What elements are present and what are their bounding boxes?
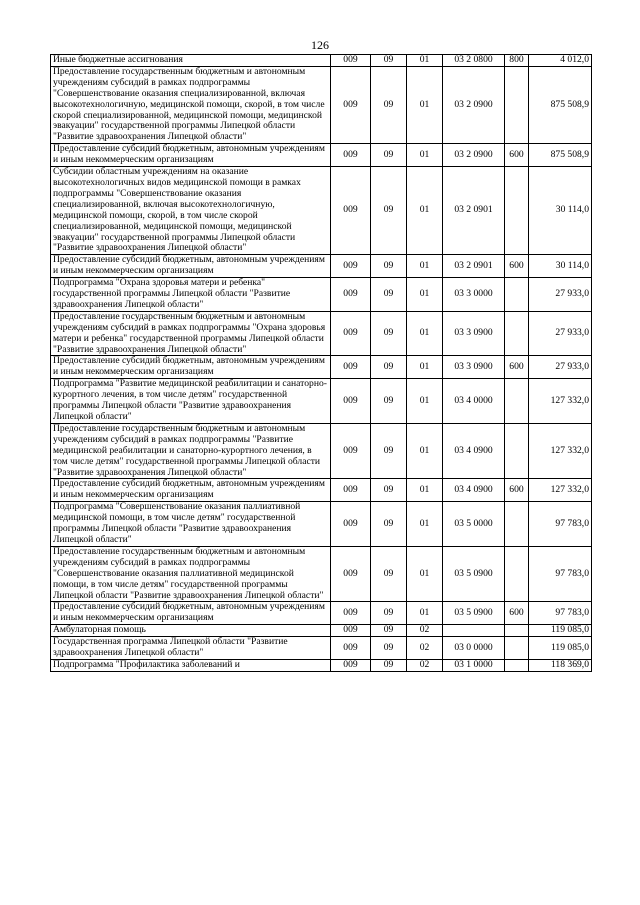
cell-expense-type: 600 (505, 255, 529, 278)
table-row (51, 55, 592, 67)
cell-subsection-code: 01 (407, 546, 443, 602)
cell-section-code: 09 (371, 625, 407, 637)
cell-expense-type: 600 (505, 144, 529, 167)
cell-section-code: 09 (371, 144, 407, 167)
cell-name: Предоставление субсидий бюджетным, автономным учреждениям и иным некоммерческим организациям (51, 479, 331, 502)
cell-subsection-code: 02 (407, 659, 443, 671)
table-row (51, 278, 592, 312)
cell-amount: 97 783,0 (529, 602, 592, 625)
table-row (51, 423, 592, 479)
cell-name: Предоставление субсидий бюджетным, автономным учреждениям и иным некоммерческим организациям (51, 356, 331, 379)
cell-ministry-code: 009 (331, 278, 371, 312)
cell-amount: 97 783,0 (529, 502, 592, 547)
cell-target-article: 03 3 0000 (443, 278, 505, 312)
cell-subsection-code: 01 (407, 379, 443, 424)
cell-section-code: 09 (371, 278, 407, 312)
cell-amount: 875 508,9 (529, 144, 592, 167)
table-row (51, 356, 592, 379)
cell-name: Предоставление государственным бюджетным и автономным учреждениям субсидий в рамках подпрограммы "Охрана здоровья матери и ребенка" государственной программы Липецкой области "Развитие здравоохранения Липецкой области" (51, 311, 331, 356)
cell-subsection-code: 01 (407, 311, 443, 356)
cell-name: Предоставление субсидий бюджетным, автономным учреждениям и иным некоммерческим организациям (51, 602, 331, 625)
cell-expense-type (505, 625, 529, 637)
cell-amount: 127 332,0 (529, 379, 592, 424)
cell-name: Предоставление государственным бюджетным и автономным учреждениям субсидий в рамках подпрограммы "Совершенствование оказания специализированной, включая высокотехнологичную, медицинской помощи, скорой, в том числе скорой специализированной, медицинской помощи, медицинской эвакуации" государственной программы Липецкой области "Развитие здравоохранения Липецкой области" (51, 66, 331, 143)
cell-subsection-code: 01 (407, 602, 443, 625)
cell-ministry-code: 009 (331, 637, 371, 660)
cell-ministry-code: 009 (331, 311, 371, 356)
table-row (51, 479, 592, 502)
cell-ministry-code: 009 (331, 659, 371, 671)
cell-expense-type (505, 278, 529, 312)
cell-target-article: 03 5 0900 (443, 546, 505, 602)
cell-name: Амбулаторная помощь (51, 625, 331, 637)
cell-name: Субсидии областным учреждениям на оказание высокотехнологичных видов медицинской помощи в рамках подпрограммы "Совершенствование оказания специализированной, включая высокотехнологичную, медицинской помощи, скорой, в том числе скорой специализированной, медицинской помощи, медицинской эвакуации" государственной программы Липецкой области "Развитие здравоохранения Липецкой области" (51, 167, 331, 255)
cell-ministry-code: 009 (331, 546, 371, 602)
cell-section-code: 09 (371, 546, 407, 602)
cell-name: Предоставление государственным бюджетным и автономным учреждениям субсидий в рамках подпрограммы "Развитие медицинской реабилитации и санаторно-курортного лечения, в том числе детям" государственной программы Липецкой области "Развитие здравоохранения Липецкой области" (51, 423, 331, 479)
cell-expense-type (505, 66, 529, 143)
table-row (51, 546, 592, 602)
cell-name: Государственная программа Липецкой области "Развитие здравоохранения Липецкой области" (51, 637, 331, 660)
cell-section-code: 09 (371, 479, 407, 502)
cell-target-article: 03 2 0901 (443, 255, 505, 278)
cell-subsection-code: 02 (407, 625, 443, 637)
cell-name: Предоставление субсидий бюджетным, автономным учреждениям и иным некоммерческим организациям (51, 255, 331, 278)
cell-target-article: 03 2 0800 (443, 55, 505, 67)
cell-amount: 119 085,0 (529, 625, 592, 637)
cell-ministry-code: 009 (331, 144, 371, 167)
cell-name: Подпрограмма "Совершенствование оказания паллиативной медицинской помощи, в том числе детям" государственной программы Липецкой области "Развитие здравоохранения Липецкой области" (51, 502, 331, 547)
cell-target-article: 03 0 0000 (443, 637, 505, 660)
cell-expense-type (505, 423, 529, 479)
cell-target-article: 03 1 0000 (443, 659, 505, 671)
cell-name: Иные бюджетные ассигнования (51, 55, 331, 67)
cell-target-article: 03 4 0900 (443, 479, 505, 502)
cell-subsection-code: 01 (407, 255, 443, 278)
cell-section-code: 09 (371, 255, 407, 278)
cell-target-article: 03 4 0900 (443, 423, 505, 479)
cell-target-article: 03 2 0900 (443, 66, 505, 143)
cell-target-article: 03 5 0900 (443, 602, 505, 625)
cell-target-article: 03 5 0000 (443, 502, 505, 547)
cell-ministry-code: 009 (331, 55, 371, 67)
cell-amount: 127 332,0 (529, 423, 592, 479)
cell-target-article: 03 3 0900 (443, 311, 505, 356)
cell-section-code: 09 (371, 55, 407, 67)
cell-section-code: 09 (371, 659, 407, 671)
cell-amount: 27 933,0 (529, 311, 592, 356)
table-row (51, 144, 592, 167)
cell-amount: 27 933,0 (529, 356, 592, 379)
table-row (51, 66, 592, 143)
cell-subsection-code: 01 (407, 144, 443, 167)
cell-section-code: 09 (371, 602, 407, 625)
cell-ministry-code: 009 (331, 379, 371, 424)
cell-name: Подпрограмма "Развитие медицинской реабилитации и санаторно-курортного лечения, в том числе детям" государственной программы Липецкой области "Развитие здравоохранения Липецкой области" (51, 379, 331, 424)
cell-name: Подпрограмма "Охрана здоровья матери и ребенка" государственной программы Липецкой области "Развитие здравоохранения Липецкой области" (51, 278, 331, 312)
cell-amount: 30 114,0 (529, 255, 592, 278)
cell-name: Предоставление государственным бюджетным и автономным учреждениям субсидий в рамках подпрограммы "Совершенствование оказания паллиативной медицинской помощи, в том числе детям" государственной программы Липецкой области "Развитие здравоохранения Липецкой области" (51, 546, 331, 602)
table-row (51, 255, 592, 278)
cell-target-article: 03 4 0000 (443, 379, 505, 424)
cell-ministry-code: 009 (331, 602, 371, 625)
cell-target-article: 03 3 0900 (443, 356, 505, 379)
cell-expense-type: 600 (505, 602, 529, 625)
cell-subsection-code: 01 (407, 423, 443, 479)
table-row (51, 659, 592, 671)
cell-ministry-code: 009 (331, 66, 371, 143)
cell-expense-type (505, 379, 529, 424)
cell-amount: 30 114,0 (529, 167, 592, 255)
table-row (51, 602, 592, 625)
table-row (51, 379, 592, 424)
table-row (51, 167, 592, 255)
cell-expense-type (505, 167, 529, 255)
cell-target-article (443, 625, 505, 637)
page-number: 126 (311, 38, 329, 52)
cell-section-code: 09 (371, 502, 407, 547)
cell-ministry-code: 009 (331, 625, 371, 637)
cell-section-code: 09 (371, 637, 407, 660)
cell-subsection-code: 01 (407, 55, 443, 67)
cell-ministry-code: 009 (331, 502, 371, 547)
cell-section-code: 09 (371, 356, 407, 379)
cell-section-code: 09 (371, 379, 407, 424)
table-row (51, 625, 592, 637)
cell-amount: 875 508,9 (529, 66, 592, 143)
cell-name: Предоставление субсидий бюджетным, автономным учреждениям и иным некоммерческим организациям (51, 144, 331, 167)
cell-expense-type (505, 311, 529, 356)
cell-target-article: 03 2 0900 (443, 144, 505, 167)
cell-amount: 27 933,0 (529, 278, 592, 312)
cell-section-code: 09 (371, 311, 407, 356)
cell-expense-type: 800 (505, 55, 529, 67)
cell-amount: 119 085,0 (529, 637, 592, 660)
cell-amount: 97 783,0 (529, 546, 592, 602)
cell-amount: 118 369,0 (529, 659, 592, 671)
cell-expense-type: 600 (505, 356, 529, 379)
budget-table (50, 54, 592, 672)
cell-amount: 4 012,0 (529, 55, 592, 67)
cell-subsection-code: 01 (407, 356, 443, 379)
cell-section-code: 09 (371, 423, 407, 479)
cell-expense-type: 600 (505, 479, 529, 502)
table-row (51, 637, 592, 660)
cell-expense-type (505, 546, 529, 602)
cell-ministry-code: 009 (331, 479, 371, 502)
table-row (51, 502, 592, 547)
cell-subsection-code: 01 (407, 167, 443, 255)
cell-amount: 127 332,0 (529, 479, 592, 502)
cell-expense-type (505, 637, 529, 660)
cell-name: Подпрограмма "Профилактика заболеваний и (51, 659, 331, 671)
cell-subsection-code: 01 (407, 278, 443, 312)
cell-ministry-code: 009 (331, 167, 371, 255)
cell-ministry-code: 009 (331, 423, 371, 479)
cell-subsection-code: 01 (407, 502, 443, 547)
cell-subsection-code: 02 (407, 637, 443, 660)
cell-subsection-code: 01 (407, 66, 443, 143)
table-body (51, 55, 592, 672)
cell-expense-type (505, 502, 529, 547)
cell-section-code: 09 (371, 66, 407, 143)
cell-expense-type (505, 659, 529, 671)
cell-target-article: 03 2 0901 (443, 167, 505, 255)
cell-ministry-code: 009 (331, 356, 371, 379)
cell-ministry-code: 009 (331, 255, 371, 278)
cell-section-code: 09 (371, 167, 407, 255)
table-row (51, 311, 592, 356)
cell-subsection-code: 01 (407, 479, 443, 502)
